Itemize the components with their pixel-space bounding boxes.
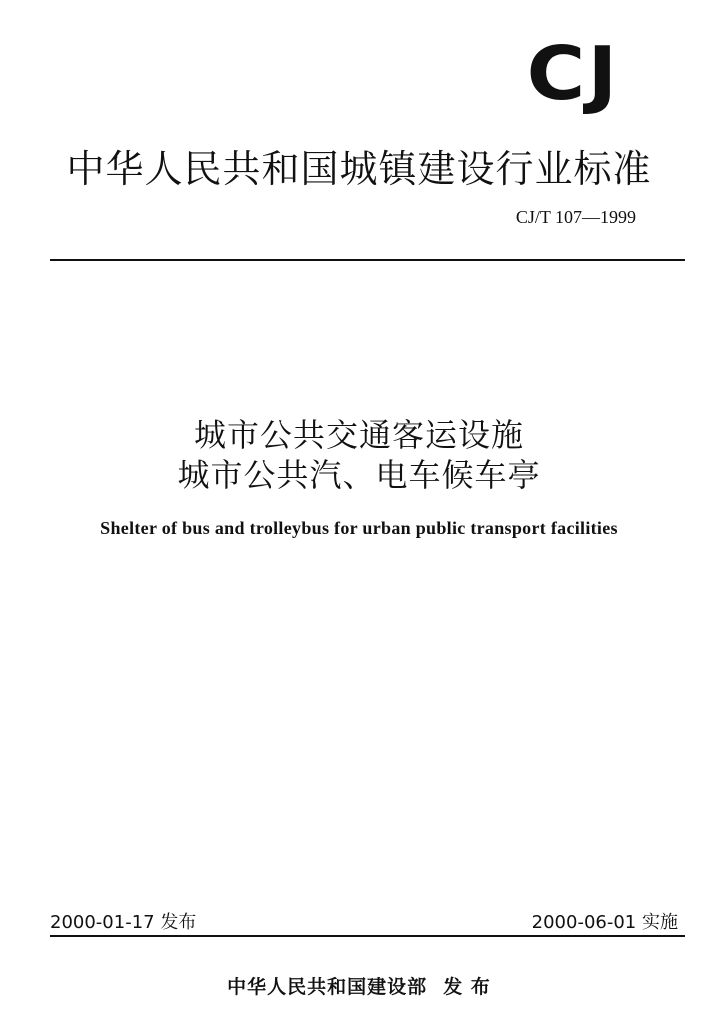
issue-date: 2000-01-17 发布 <box>50 912 197 933</box>
industry-standard-title: 中华人民共和国城镇建设行业标准 <box>66 147 652 191</box>
standard-logo: CJ <box>526 31 620 117</box>
implementation-date: 2000-06-01 实施 <box>531 912 678 933</box>
publish-label: 发 布 <box>443 976 491 998</box>
bottom-divider <box>50 935 685 937</box>
publisher-line <box>0 972 718 999</box>
document-title-line-2: 城市公共汽、电车候车亭 <box>177 456 541 494</box>
standard-code: CJ/T 107—1999 <box>515 207 636 227</box>
publisher-name: 中华人民共和国建设部 <box>227 976 428 998</box>
document-title-line-1: 城市公共交通客运设施 <box>193 416 524 454</box>
document-title-english: Shelter of bus and trolleybus for urban public transport facilities <box>100 518 618 538</box>
top-divider <box>50 259 685 261</box>
